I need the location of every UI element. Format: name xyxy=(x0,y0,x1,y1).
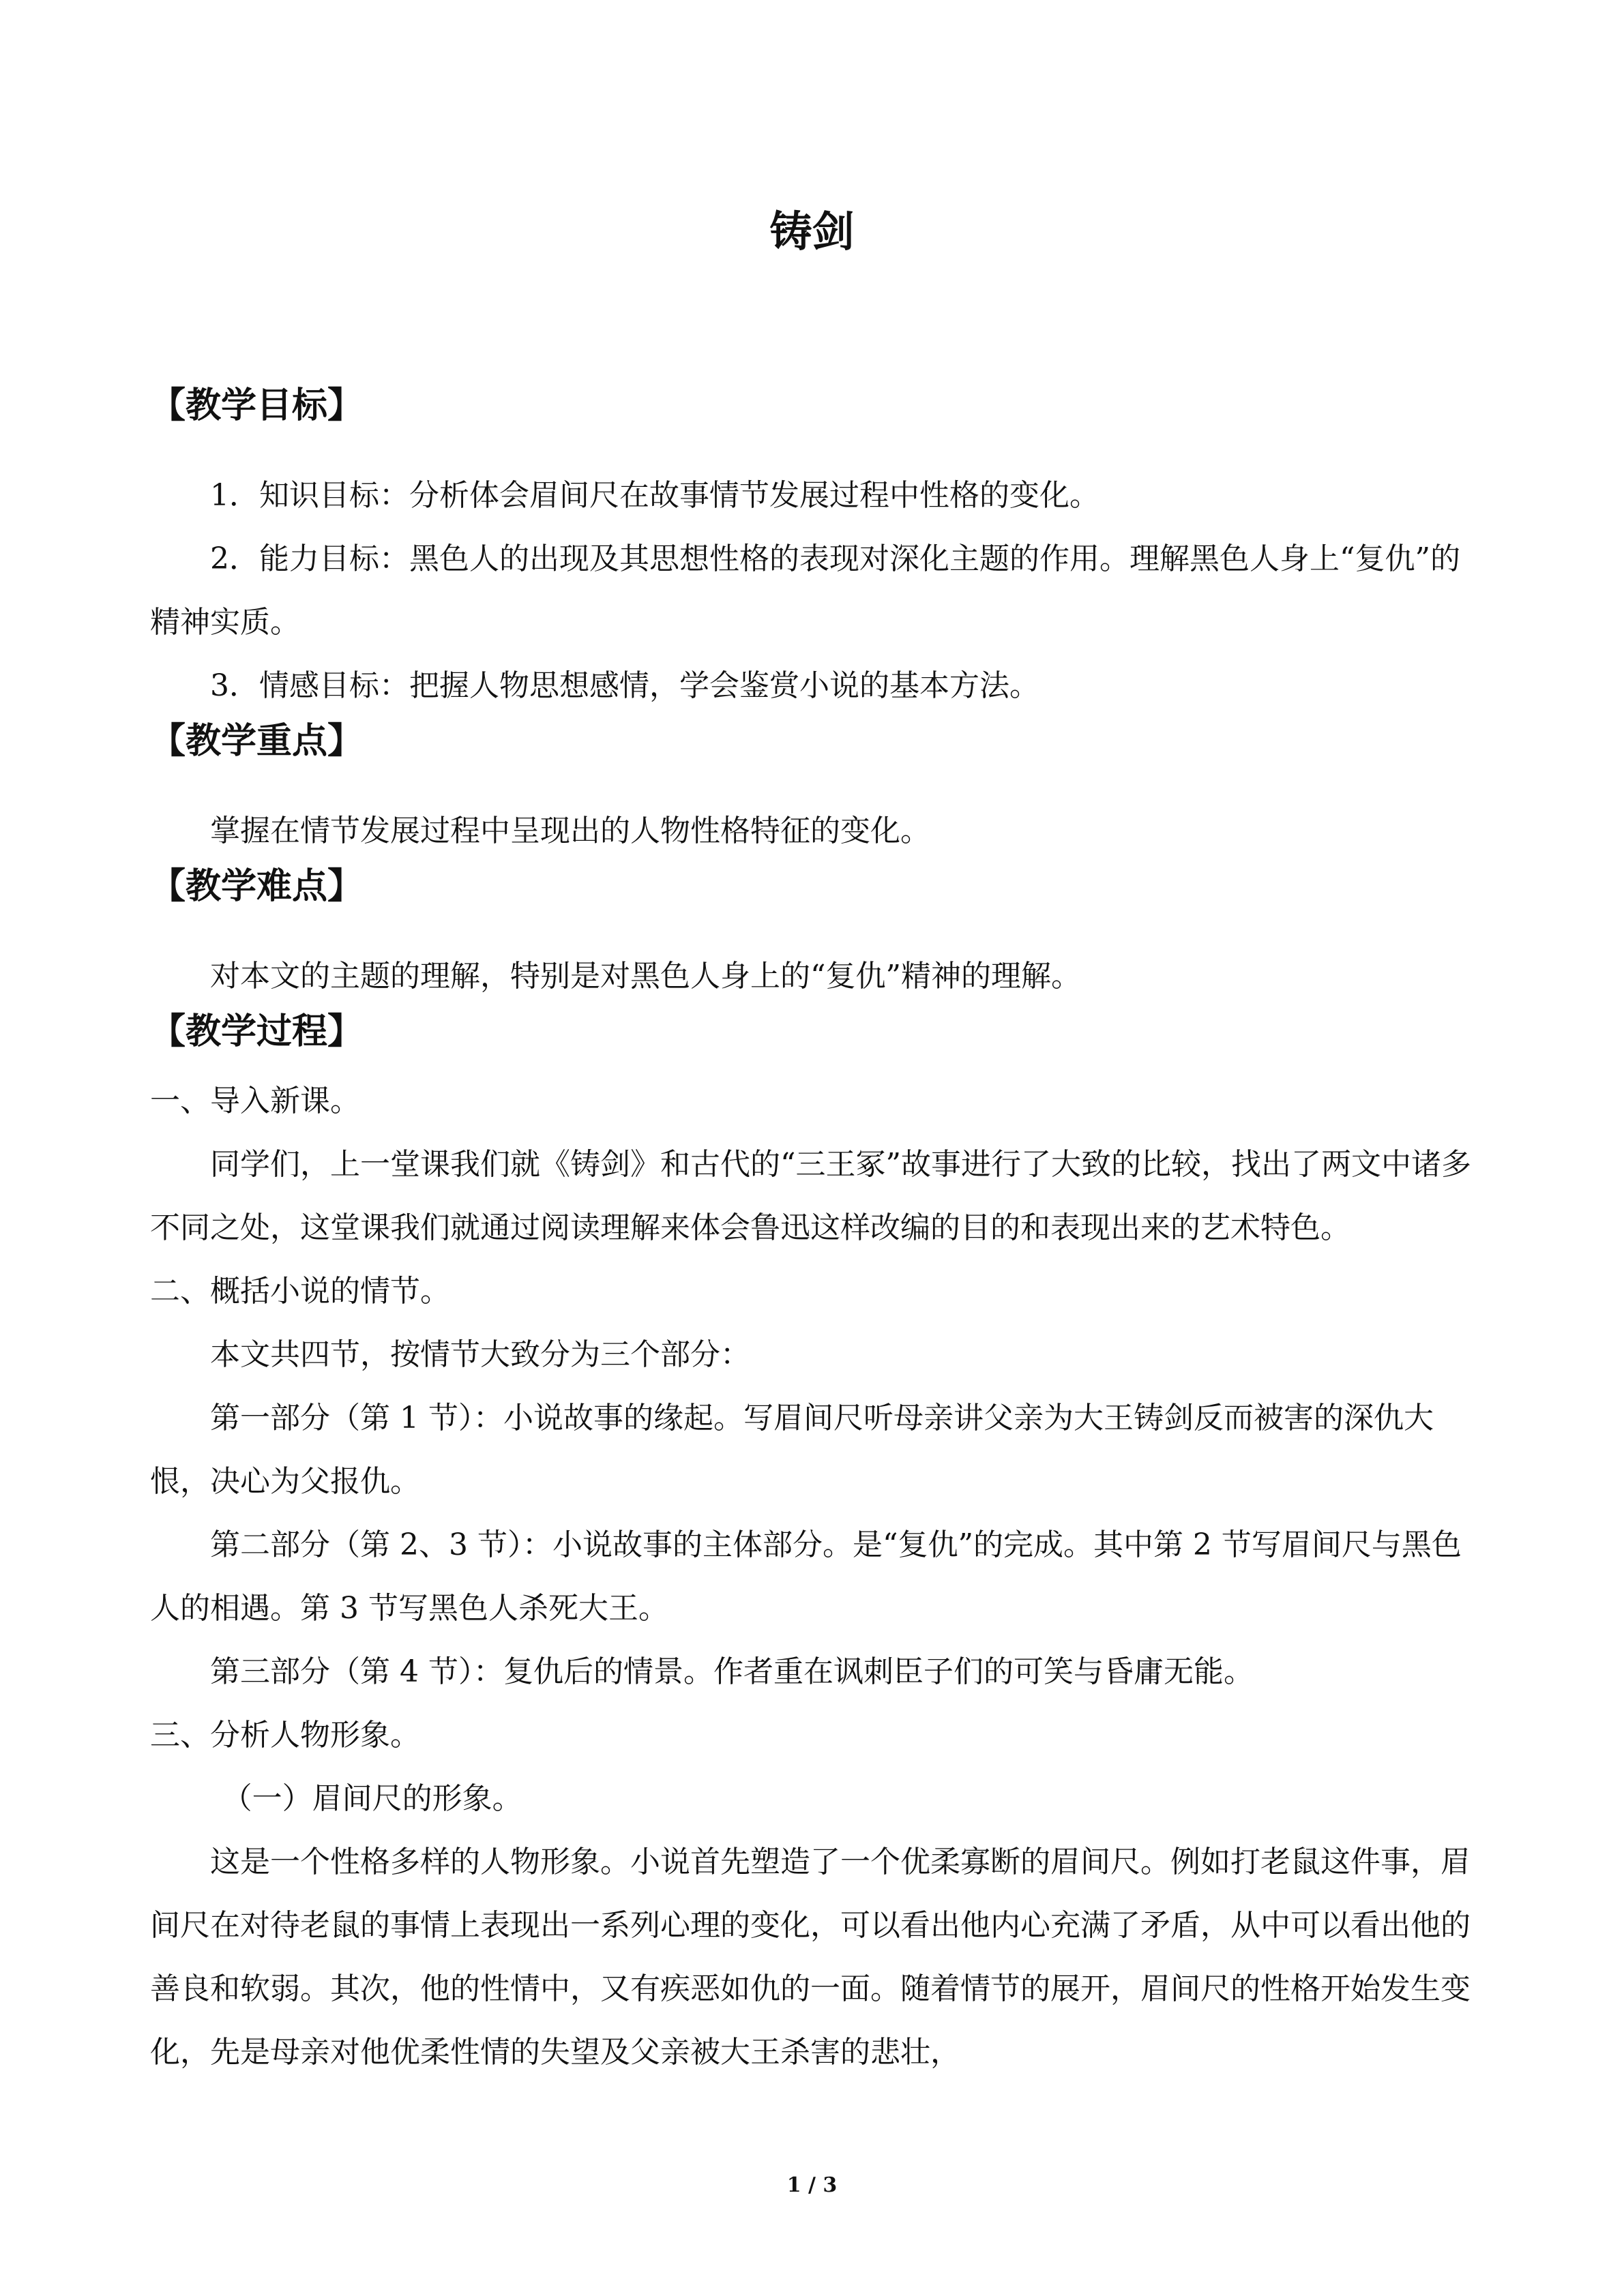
process-step2-intro: 本文共四节，按情节大致分为三个部分： xyxy=(210,1337,750,1372)
process-step3-text: 这是一个性格多样的人物形象。小说首先塑造了一个优柔寡断的眉间尺。例如打老鼠这件事，眉间尺在对待老鼠的事情上表现出一系列心理的变化，可以看出他内心充满了矛盾，从中可以看出他的善良和软弱。其次，他的性情中，又有疾恶如仇的一面。随着情节的展开，眉间尺的性格开始发生变化，先是母亲对他优柔性情的失望及父亲被大王杀害的悲壮， xyxy=(150,1845,1471,2070)
process-step2-part2: 第二部分（第 2、3 节）：小说故事的主体部分。是“复仇”的完成。其中第 2 节写眉间尺与黑色人的相遇。第 3 节写黑色人杀死大王。 xyxy=(150,1527,1462,1626)
process-step1-text: 同学们，上一堂课我们就《铸剑》和古代的“三王冢”故事进行了大致的比较，找出了两文中诸多不同之处，这堂课我们就通过阅读理解来体会鲁迅这样改编的目的和表现出来的艺术特色。 xyxy=(150,1147,1471,1245)
goal-item-ability: 2．能力目标：黑色人的出现及其思想性格的表现对深化主题的作用。理解黑色人身上“复仇”的精神实质。 xyxy=(150,541,1460,640)
heading-key-points: 【教学重点】 xyxy=(150,721,364,762)
page-number: 1 / 3 xyxy=(786,2173,838,2197)
process-step3-subtitle: （一）眉间尺的形象。 xyxy=(222,1781,522,1816)
goal-item-knowledge: 1．知识目标：分析体会眉间尺在故事情节发展过程中性格的变化。 xyxy=(210,478,1099,513)
document-body xyxy=(150,382,1473,2084)
process-step1-title: 一、导入新课。 xyxy=(150,1084,360,1118)
difficulties-text: 对本文的主题的理解，特别是对黑色人身上的“复仇”精神的理解。 xyxy=(210,959,1081,994)
document-title: 铸剑 xyxy=(769,207,855,256)
key-points-text: 掌握在情节发展过程中呈现出的人物性格特征的变化。 xyxy=(210,814,930,848)
heading-difficulties: 【教学难点】 xyxy=(150,866,364,907)
goal-item-emotion: 3．情感目标：把握人物思想感情，学会鉴赏小说的基本方法。 xyxy=(210,668,1039,703)
process-step2-title: 二、概括小说的情节。 xyxy=(150,1274,450,1309)
heading-teaching-goals: 【教学目标】 xyxy=(150,385,364,426)
process-step2-part3: 第三部分（第 4 节）：复仇后的情景。作者重在讽刺臣子们的可笑与昏庸无能。 xyxy=(210,1654,1254,1689)
process-step2-part1: 第一部分（第 1 节）：小说故事的缘起。写眉间尺听母亲讲父亲为大王铸剑反而被害的深仇大恨，决心为父报仇。 xyxy=(150,1401,1434,1499)
heading-teaching-process: 【教学过程】 xyxy=(150,1011,364,1052)
process-step3-title: 三、分析人物形象。 xyxy=(150,1718,420,1753)
